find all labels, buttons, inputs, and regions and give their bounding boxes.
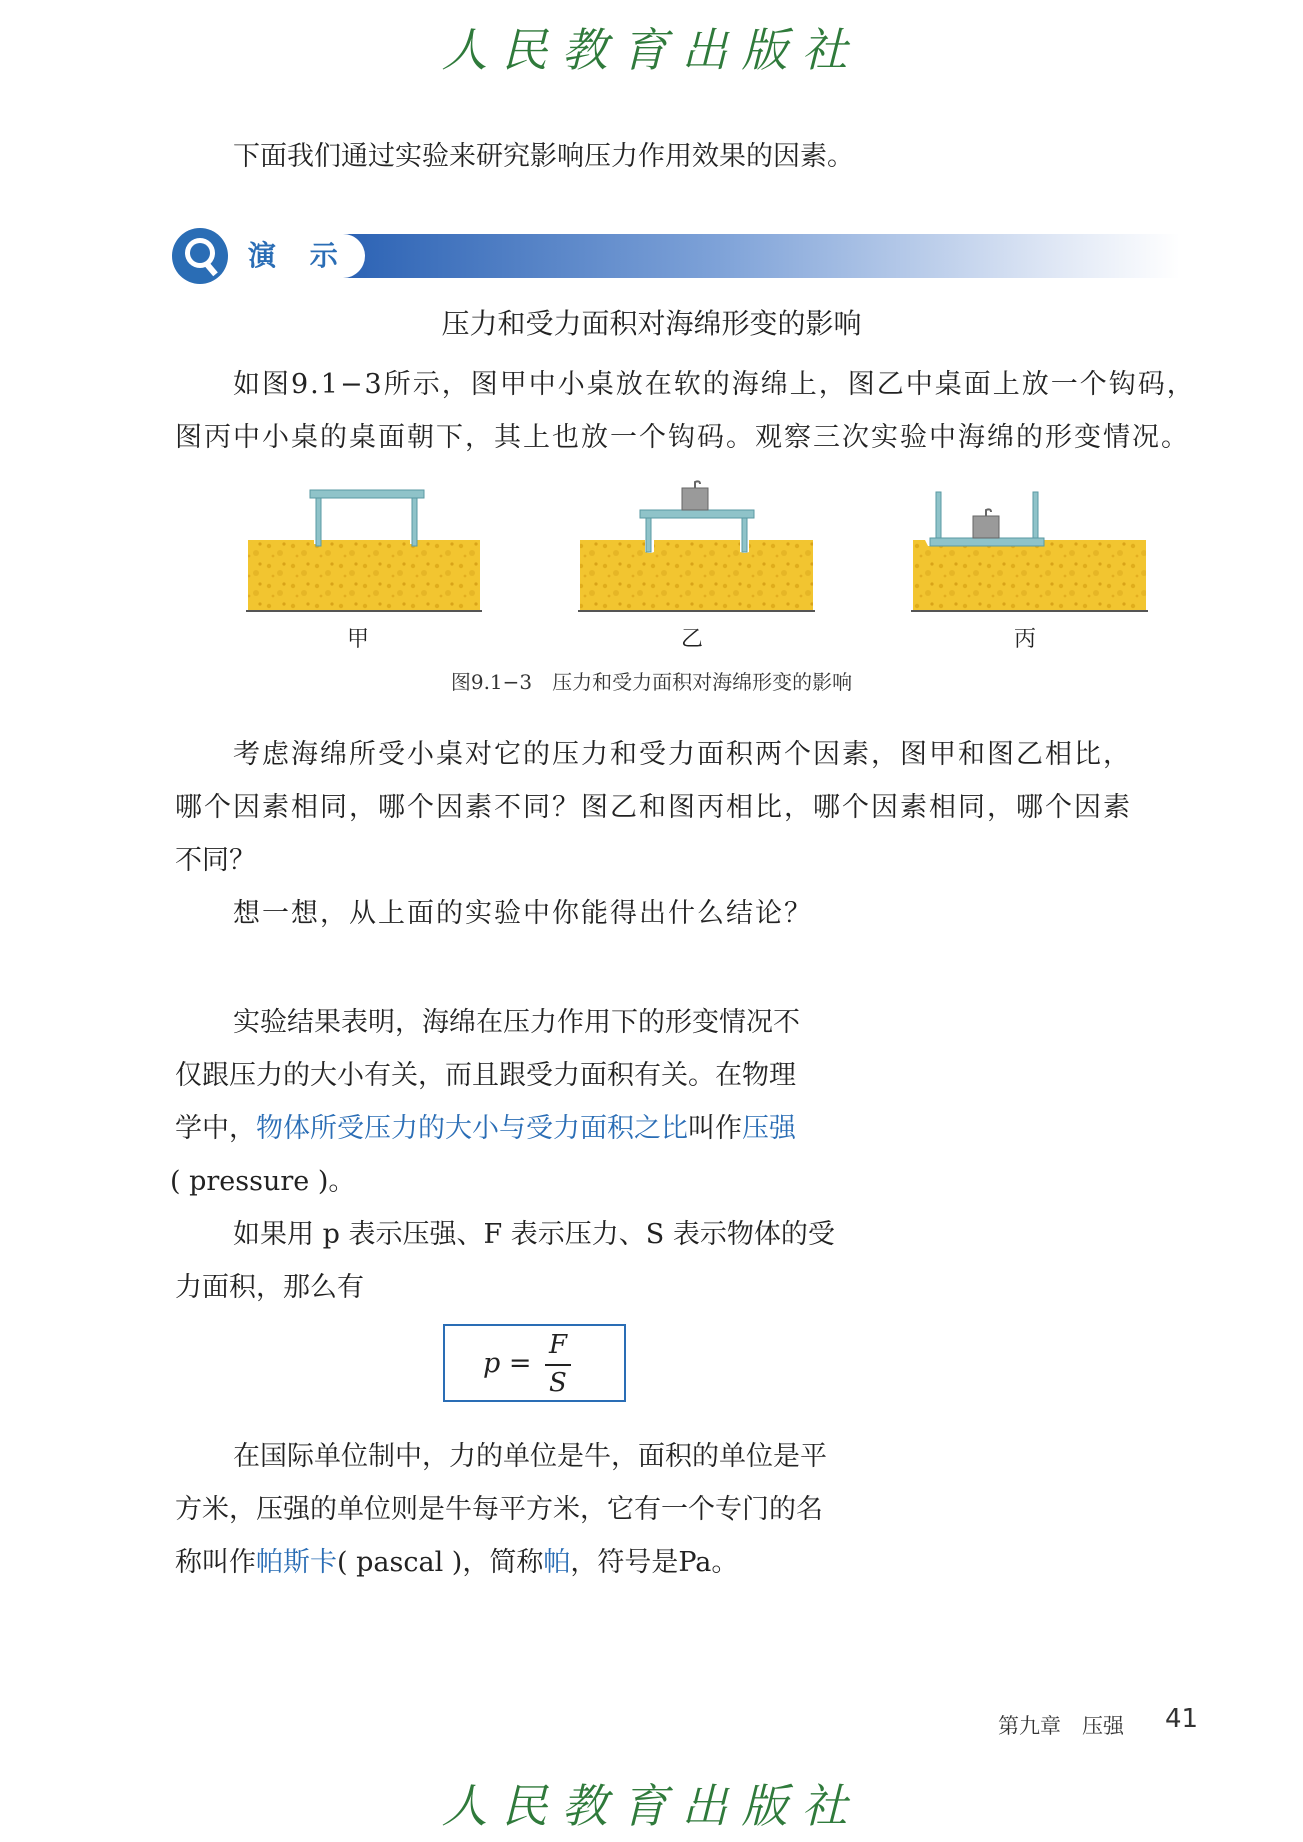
pressure-formula: [443, 1324, 626, 1402]
sponge-bing: [913, 540, 1146, 610]
conclusion-line-3-prefix: 学中，: [175, 1113, 256, 1144]
demo-title: 压力和受力面积对海绵形变的影响: [441, 307, 862, 340]
definition-line-2: 力面积，那么有: [175, 1272, 364, 1303]
table-top-bing: [930, 538, 1044, 546]
figure-label-bing: 丙: [1013, 627, 1036, 652]
page-number: 41: [1165, 1704, 1199, 1734]
publisher-logo-header: 人民教育出版社: [441, 23, 862, 77]
units-line-3-prefix: 称叫作: [175, 1547, 256, 1578]
formula-denominator: S: [549, 1368, 567, 1398]
demo-label: 演 示: [248, 239, 350, 272]
pressure-definition-highlight: 物体所受压力的大小与受力面积之比: [256, 1113, 688, 1144]
term-pressure: 压强: [742, 1113, 796, 1144]
intro-paragraph: 下面我们通过实验来研究影响压力作用效果的因素。: [233, 141, 854, 172]
banner-gradient-bar: [340, 234, 1180, 278]
weight-yi: [682, 488, 708, 510]
units-line-3-mid: ( pascal )，简称: [337, 1547, 544, 1578]
formula-numerator: F: [549, 1330, 568, 1360]
magnifier-icon: [170, 226, 230, 286]
units-line-1: 在国际单位制中，力的单位是牛，面积的单位是平: [233, 1441, 827, 1472]
conclusion-line-3-mid: 叫作: [688, 1113, 742, 1144]
conclusion-line-3: [175, 1102, 796, 1155]
publisher-logo-footer: 人民教育出版社: [441, 1779, 862, 1833]
weight-bing: [973, 516, 999, 538]
questions-line-1: 考虑海绵所受小桌对它的压力和受力面积两个因素，图甲和图乙相比，: [233, 739, 1132, 770]
conclusion-line-1: 实验结果表明，海绵在压力作用下的形变情况不: [233, 1007, 800, 1038]
demo-text-line-1: 如图9.1−3所示，图甲中小桌放在软的海绵上，图乙中桌面上放一个钩码，: [233, 369, 1196, 400]
experiment-bing: [911, 492, 1148, 611]
sponge-jia: [248, 540, 480, 610]
demo-text-line-2: 图丙中小桌的桌面朝下，其上也放一个钩码。观察三次实验中海绵的形变情况。: [175, 422, 1190, 453]
term-pascal: 帕斯卡: [256, 1547, 337, 1578]
conclusion-line-2: 仅跟压力的大小有关，而且跟受力面积有关。在物理: [175, 1060, 796, 1091]
term-pa: 帕: [543, 1547, 571, 1578]
questions-line-2: 哪个因素相同，哪个因素不同？图乙和图丙相比，哪个因素相同，哪个因素: [175, 792, 1132, 823]
units-line-2: 方米，压强的单位则是牛每平方米，它有一个专门的名: [175, 1494, 823, 1525]
questions-line-3: 不同？: [175, 845, 256, 876]
questions-line-4: 想一想，从上面的实验中你能得出什么结论？: [233, 898, 813, 929]
formula-lhs: p =: [483, 1348, 532, 1379]
definition-line-1: 如果用 p 表示压强、F 表示压力、S 表示物体的受: [233, 1219, 835, 1250]
figure-caption: 图9.1−3 压力和受力面积对海绵形变的影响: [450, 670, 853, 694]
units-line-3-suffix: ，符号是Pa。: [570, 1547, 739, 1578]
table-top-yi: [640, 510, 754, 518]
experiment-yi: [578, 481, 815, 611]
figure-label-jia: 甲: [346, 627, 369, 652]
table-top-jia: [310, 490, 424, 498]
footer-chapter: 第九章 压强: [998, 1714, 1124, 1738]
figure-label-yi: 乙: [680, 627, 703, 652]
conclusion-line-4: ( pressure )。: [170, 1166, 356, 1197]
sponge-yi: [580, 540, 813, 610]
experiment-jia: [246, 490, 482, 611]
formula-fraction-bar: [545, 1364, 571, 1366]
units-line-3: [175, 1536, 738, 1589]
